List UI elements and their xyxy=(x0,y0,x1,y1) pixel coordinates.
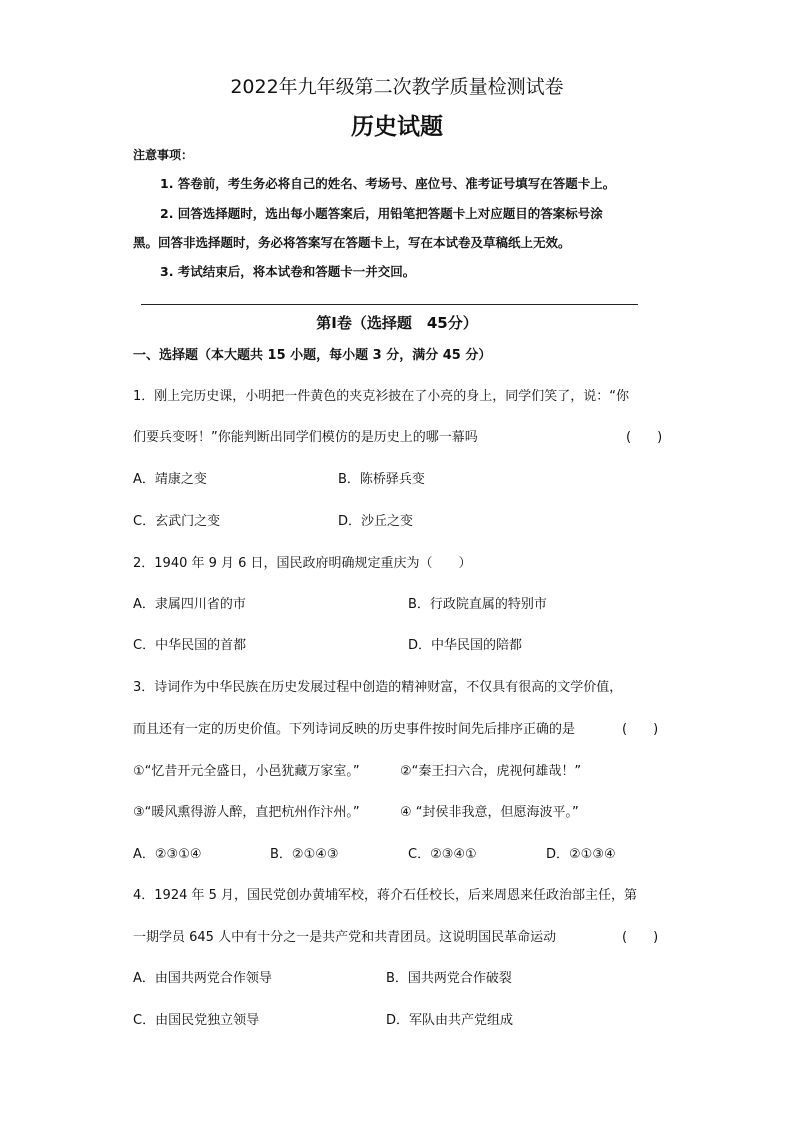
q3-option-a: A．②③①④ xyxy=(133,847,202,862)
q4-option-a: A．由国共两党合作领导 xyxy=(133,971,272,986)
q3-stem-line-1: 3．诗词作为中华民族在历史发展过程中创造的精神财富，不仅具有很高的文学价值， xyxy=(133,680,623,695)
q1-stem-line-2: 们要兵变呀！”你能判断出同学们模仿的是历史上的哪一幕吗 xyxy=(133,430,478,445)
divider-line xyxy=(141,304,638,305)
q1-option-a: A．靖康之变 xyxy=(133,472,207,487)
q3-poem-4: ④ “封侯非我意，但愿海波平。” xyxy=(400,805,579,820)
notice-line-3: 3. 考试结束后，将本试卷和答题卡一并交回。 xyxy=(160,264,416,279)
section-title: 第Ⅰ卷（选择题 45分） xyxy=(316,314,478,332)
notice-heading: 注意事项： xyxy=(133,148,194,162)
q1-option-d: D．沙丘之变 xyxy=(338,514,414,529)
q4-answer-blank: ( ) xyxy=(622,930,659,945)
q1-stem-line-1: 1．刚上完历史课，小明把一件黄色的夹克衫披在了小亮的身上，同学们笑了，说：“你 xyxy=(133,389,630,404)
q3-poem-3: ③“暖风熏得游人醉，直把杭州作汴州。” xyxy=(133,805,360,820)
q3-answer-blank: ( ) xyxy=(622,722,659,737)
q2-option-c: C．中华民国的首都 xyxy=(133,638,247,653)
q3-option-d: D．②①③④ xyxy=(546,847,616,862)
q4-option-c: C．由国民党独立领导 xyxy=(133,1013,260,1028)
q2-option-d: D．中华民国的陪都 xyxy=(408,638,523,653)
q3-stem-line-2: 而且还有一定的历史价值。下列诗词反映的历史事件按时间先后排序正确的是 xyxy=(133,722,576,737)
q3-poem-2: ②“秦王扫六合，虎视何雄哉！” xyxy=(400,764,582,779)
q1-option-c: C．玄武门之变 xyxy=(133,514,221,529)
q1-answer-blank: ( ) xyxy=(626,430,663,445)
notice-line-1: 1. 答卷前，考生务必将自己的姓名、考场号、座位号、准考证号填写在答题卡上。 xyxy=(160,176,616,191)
q2-option-a: A．隶属四川省的市 xyxy=(133,597,246,612)
q4-stem-line-1: 4．1924 年 5 月，国民党创办黄埔军校，蒋介石任校长，后来周恩来任政治部主任，第 xyxy=(133,888,638,903)
q1-option-b: B．陈桥驿兵变 xyxy=(338,472,425,487)
part-heading: 一、选择题（本大题共 15 小题，每小题 3 分，满分 45 分） xyxy=(133,348,492,363)
exam-title: 2022年九年级第二次教学质量检测试卷 xyxy=(230,76,564,98)
subject-title: 历史试题 xyxy=(351,114,443,140)
q4-option-b: B．国共两党合作破裂 xyxy=(386,971,512,986)
q4-stem-line-2: 一期学员 645 人中有十分之一是共产党和共青团员。这说明国民革命运动 xyxy=(133,930,557,945)
notice-line-2a: 2. 回答选择题时，选出每小题答案后，用铅笔把答题卡上对应题目的答案标号涂 xyxy=(160,206,603,221)
q3-option-c: C．②③④① xyxy=(408,847,477,862)
q2-stem: 2．1940 年 9 月 6 日，国民政府明确规定重庆为（ ） xyxy=(133,556,472,571)
q4-option-d: D．军队由共产党组成 xyxy=(386,1013,514,1028)
notice-line-2b: 黑。回答非选择题时，务必将答案写在答题卡上，写在本试卷及草稿纸上无效。 xyxy=(133,235,571,250)
q3-poem-1: ①“忆昔开元全盛日，小邑犹藏万家室。” xyxy=(133,764,360,779)
q3-option-b: B．②①④③ xyxy=(270,847,339,862)
q2-option-b: B．行政院直属的特别市 xyxy=(408,597,547,612)
